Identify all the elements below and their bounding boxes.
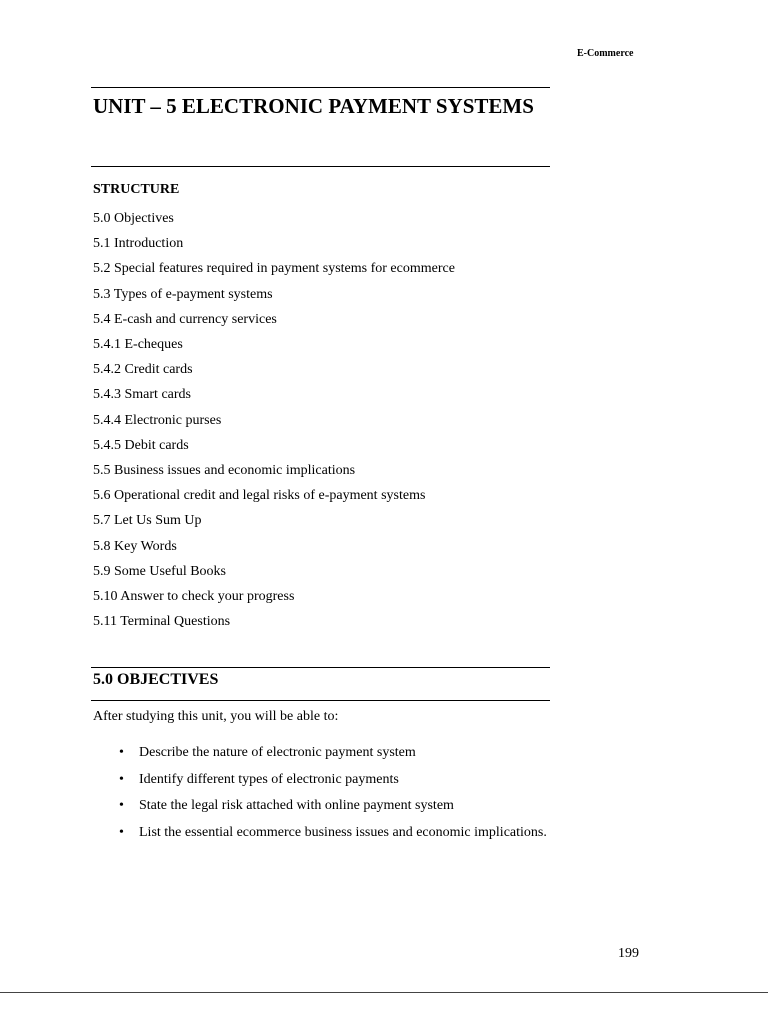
structure-item: 5.4.2 Credit cards [93, 362, 193, 378]
structure-item: 5.7 Let Us Sum Up [93, 513, 202, 529]
bullet-icon: • [119, 771, 124, 787]
objective-text: State the legal risk attached with online payment system [139, 798, 454, 813]
objective-item [120, 820, 549, 847]
structure-item: 5.4.4 Electronic purses [93, 412, 222, 428]
objective-item [120, 740, 549, 767]
objectives-top-rule [91, 667, 550, 668]
objective-text: List the essential ecommerce business issues and economic implications. [139, 824, 547, 840]
objectives-heading: 5.0 OBJECTIVES [93, 671, 219, 688]
structure-item: 5.2 Special features required in payment systems for ecommerce [93, 261, 455, 277]
bullet-icon: • [119, 745, 124, 760]
structure-label: STRUCTURE [93, 182, 180, 197]
structure-item: 5.3 Types of e-payment systems [93, 286, 273, 302]
objective-text: Identify different types of electronic payments [139, 771, 399, 787]
structure-item: 5.5 Business issues and economic implications [93, 463, 356, 479]
structure-item: 5.6 Operational credit and legal risks of e-payment systems [93, 488, 426, 504]
title-bottom-rule [91, 166, 550, 167]
page-number: 199 [618, 946, 639, 961]
structure-item: 5.4 E-cash and currency services [93, 311, 277, 327]
structure-list [93, 206, 455, 634]
structure-item: 5.10 Answer to check your progress [93, 589, 295, 605]
structure-item: 5.1 Introduction [93, 236, 184, 252]
objectives-list [120, 740, 549, 846]
running-header: E-Commerce [577, 48, 634, 59]
structure-item: 5.4.5 Debit cards [93, 437, 189, 453]
objectives-bottom-rule [91, 700, 550, 701]
structure-item: 5.9 Some Useful Books [93, 563, 226, 579]
bullet-icon: • [119, 824, 124, 840]
structure-item: 5.4.3 Smart cards [93, 387, 191, 403]
structure-item: 5.11 Terminal Questions [93, 614, 231, 630]
footer-rule [0, 992, 768, 993]
objectives-intro: After studying this unit, you will be able to: [93, 709, 339, 724]
objective-text: Describe the nature of electronic payment system [139, 745, 416, 760]
objective-item [120, 767, 549, 794]
structure-item: 5.8 Key Words [93, 538, 177, 554]
structure-item: 5.0 Objectives [93, 211, 174, 226]
unit-title: UNIT – 5 ELECTRONIC PAYMENT SYSTEMS [93, 94, 534, 118]
bullet-icon: • [119, 798, 124, 813]
objective-item [120, 793, 549, 820]
structure-item: 5.4.1 E-cheques [93, 337, 183, 353]
